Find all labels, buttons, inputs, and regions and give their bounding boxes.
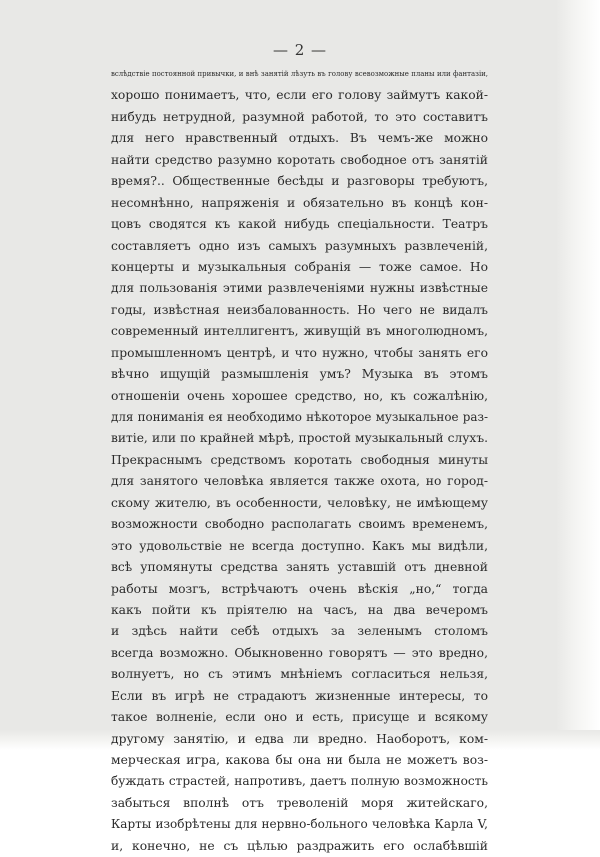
text-line: время?.. Общественные бесѣды и разговоры требуютъ, xyxy=(111,174,488,189)
text-line: хорошо понимаетъ, что, если его голову займутъ какой- xyxy=(111,88,488,103)
text-line: составляетъ одно изъ самыхъ разумныхъ развлеченій, xyxy=(111,238,488,253)
text-line: несомнѣнно, напряженія и обязательно въ концѣ кон- xyxy=(111,195,488,210)
text-line: для пониманія ея необходимо нѣкоторое музыкальное раз- xyxy=(111,410,488,424)
text-line: другому занятію, и едва ли вредно. Наоборотъ, ком- xyxy=(111,731,488,746)
text-line: буждать страстей, напротивъ, даетъ полную возможность xyxy=(111,774,488,789)
text-line: концерты и музыкальныя собранія — тоже самое. Но xyxy=(111,259,488,274)
body-text xyxy=(111,64,488,857)
text-line: и здѣсь найти себѣ отдыхъ за зеленымъ столомъ xyxy=(111,624,488,639)
text-line: всегда возможно. Обыкновенно говорятъ — это вредно, xyxy=(111,645,488,660)
text-line: для него нравственный отдыхъ. Въ чемъ-же можно xyxy=(111,131,488,146)
text-line: забыться вполнѣ отъ треволеній моря житейскаго, xyxy=(111,795,488,810)
text-line: Если въ игрѣ не страдаютъ жизненные интересы, то xyxy=(111,688,488,703)
text-line: это удовольствіе не всегда доступно. Какъ мы видѣли, xyxy=(111,538,488,553)
text-line: нибудь нетрудной, разумной работой, то это составитъ xyxy=(111,109,488,124)
text-line: скому жителю, въ особенности, человѣку, не имѣющему xyxy=(111,495,488,510)
text-line: вѣчно ищущій размышленія умъ? Музыка въ этомъ xyxy=(111,367,488,382)
text-line: витіе, или по крайней мѣрѣ, простой музыкальный слухъ. xyxy=(111,431,488,446)
text-line: и, конечно, не съ цѣлью раздражить его ослабѣвшій xyxy=(111,838,488,853)
text-line: промышленномъ центрѣ, и что нужно, чтобы занять его xyxy=(111,345,488,360)
text-line: какъ пойти къ пріятелю на часъ, на два вечеромъ xyxy=(111,602,488,617)
text-line: отношеніи очень хорошее средство, но, къ сожалѣнію, xyxy=(111,388,488,403)
text-line: возможности свободно располагать своимъ временемъ, xyxy=(111,517,488,532)
text-line: современный интеллигентъ, живущій въ многолюдномъ, xyxy=(111,324,488,339)
text-line: такое волненіе, если оно и есть, присуще и всякому xyxy=(111,710,488,725)
text-line: цовъ сводятся къ какой нибудь спеціальности. Театръ xyxy=(111,217,488,232)
text-line: найти средство разумно коротать свободное отъ занятій xyxy=(111,152,488,167)
text-line: мерческая игра, какова бы она ни была не можетъ воз- xyxy=(111,753,488,767)
text-line: работы мозгъ, встрѣчаютъ очень вѣскія „но,“ тогда xyxy=(111,581,488,596)
page-edge-right xyxy=(556,0,600,750)
text-line: Прекраснымъ средствомъ коротать свободныя минуты xyxy=(111,452,488,467)
text-line: вслѣдствіе постоянной привычки, и внѣ занятій лѣзуть въ голову всевозможные планы или фантазіи, xyxy=(111,70,488,78)
text-line: Карты изобрѣтены для нервно-больного человѣка Карла V, xyxy=(111,817,488,832)
text-line: всѣ упомянуты средства занять уставшій отъ дневной xyxy=(111,560,488,575)
text-line: для занятого человѣка является также охота, но город- xyxy=(111,474,488,489)
text-line: для пользованія этими развлеченіями нужны извѣстные xyxy=(111,281,488,296)
text-line: волнуетъ, но съ этимъ мнѣніемъ согласиться нельзя, xyxy=(111,667,488,682)
page-number: — 2 — xyxy=(272,41,328,59)
text-line: годы, извѣстная неизбалованность. Но чего не видалъ xyxy=(111,302,488,317)
